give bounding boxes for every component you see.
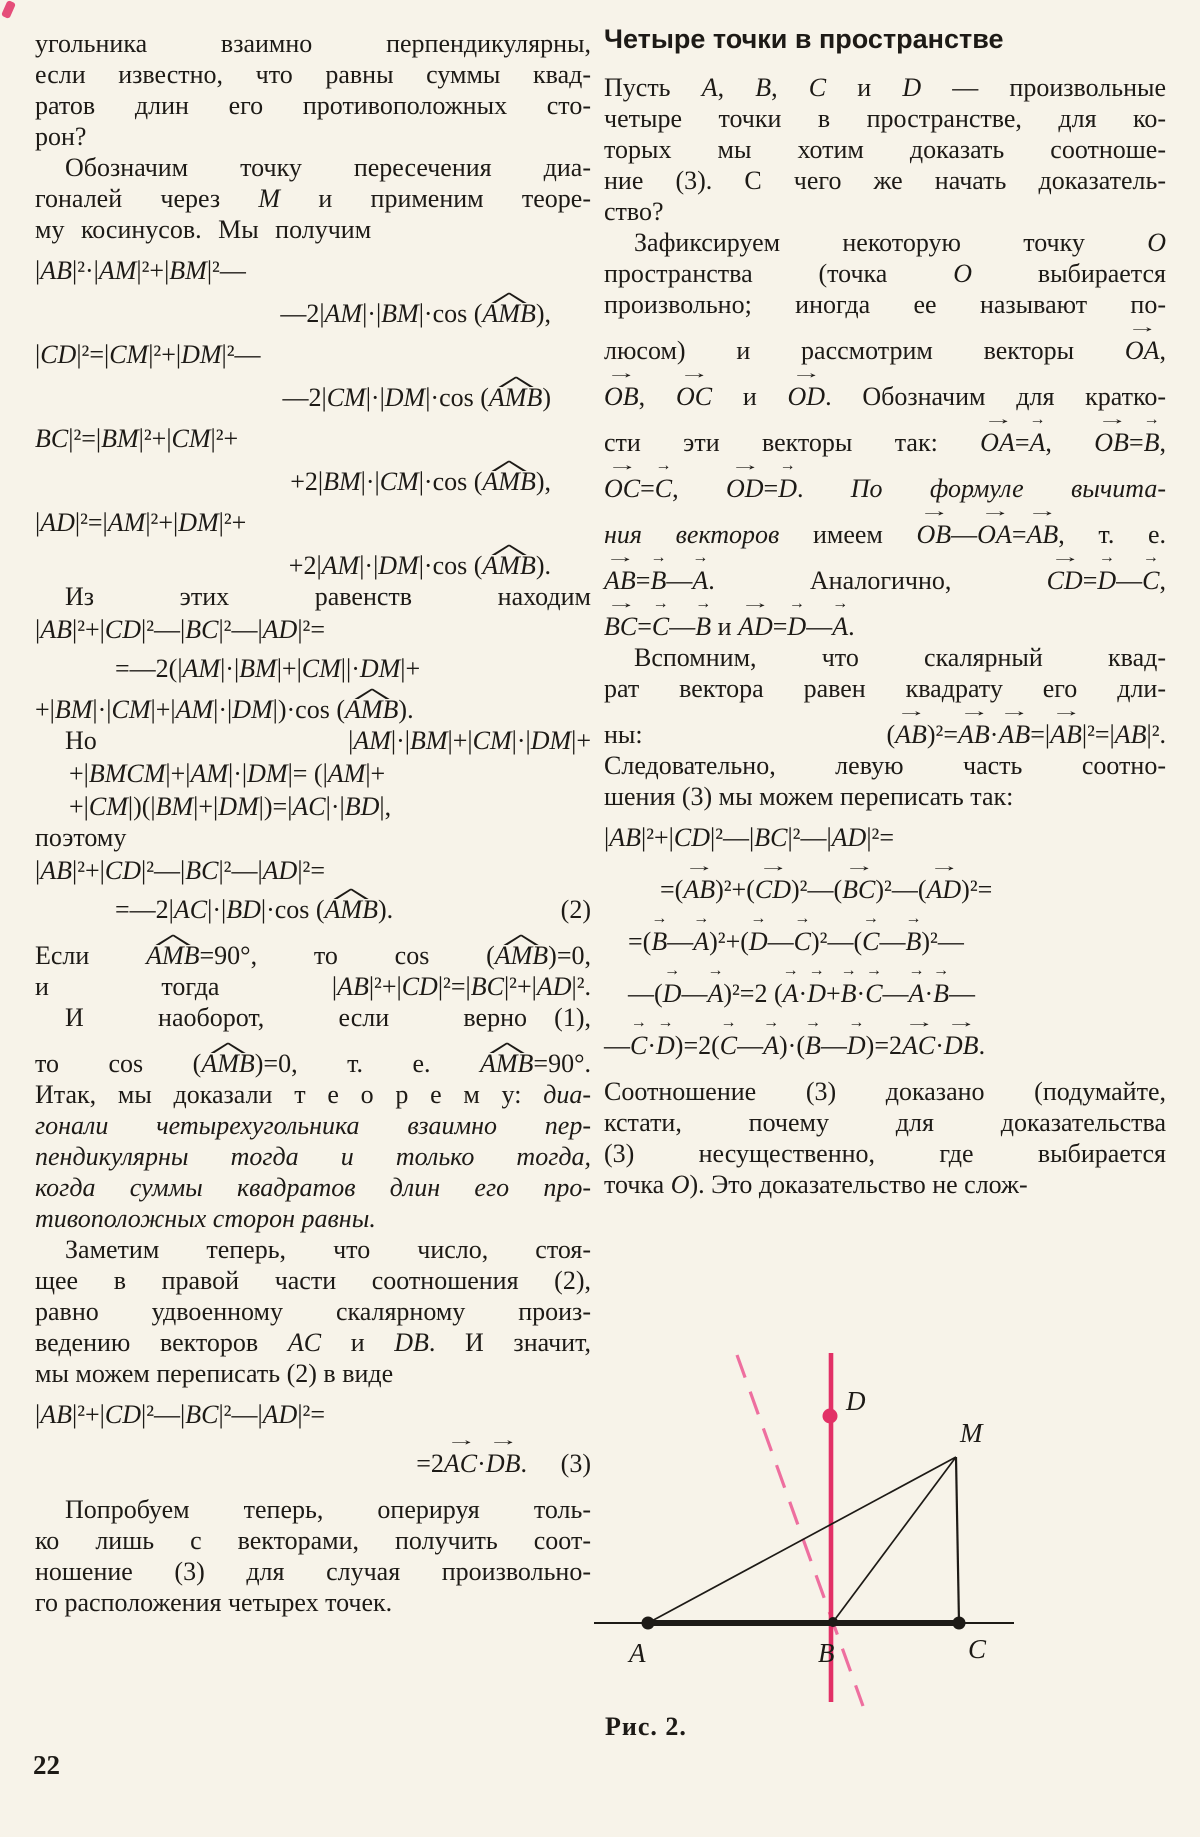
text-line: =2→ AC·→ DB. (3): [35, 1448, 591, 1479]
equation-number: (1),: [554, 1003, 591, 1032]
text-line: Попробуем теперь, оперируя толь-: [65, 1495, 591, 1524]
line-BM: [833, 1457, 956, 1622]
text-line: торых мы хотим доказать соотноше-: [604, 135, 1166, 164]
text-line: рат вектора равен квадрату его дли-: [604, 674, 1166, 703]
text-line: Заметим теперь, что число, стоя-: [65, 1235, 591, 1264]
text-line: ния векторов имеем → OB—→ OA=→ AB, т. е.: [604, 519, 1166, 550]
equation-number: (3): [560, 1449, 591, 1478]
text-line: → OB, → OC и → OD. Обозначим для кратко-: [604, 381, 1166, 412]
text-line: му косинусов. Мы получим: [35, 215, 372, 244]
text-line: поэтому: [35, 823, 127, 852]
text-line: =—2|AC|·|BD|·cos (^ AMB). (2): [35, 894, 591, 925]
text-line: |AB|²+|CD|²—|BC|²—|AD|²=: [604, 823, 894, 852]
text-line: → OC=→ C, → OD=→ D. По формуле вычита-: [604, 473, 1166, 504]
text-line: +2|AM|·|DM|·cos (^ AMB).: [35, 550, 591, 581]
text-line: Но |AM|·|BM|+|CM|·|DM|+: [65, 726, 591, 755]
text-line: —2|AM|·|BM|·cos (^ AMB),: [35, 298, 591, 329]
text-line: —2|CM|·|DM|·cos (^ AMB): [35, 382, 591, 413]
text-line: |AD|²=|AM|²+|DM|²+: [35, 508, 247, 537]
text-line: +|BMCM|+|AM|·|DM|= (|AM|+: [69, 759, 386, 788]
text-line: Следовательно, левую часть соотно-: [604, 751, 1166, 780]
point-A: [642, 1617, 655, 1630]
text-line: шения (3) мы можем переписать так:: [604, 782, 1014, 811]
text-line: если известно, что равны суммы квад-: [35, 60, 591, 89]
text-line: (3) несущественно, где выбирается: [604, 1139, 1166, 1168]
text-line: |AB|²+|CD|²—|BC|²—|AD|²=: [35, 856, 325, 885]
text-line: Итак, мы доказали т е о р е м у: диа-: [35, 1080, 591, 1109]
text-line: +|BM|·|CM|+|AM|·|DM|)·cos (^ AMB).: [35, 694, 591, 725]
page-number: 22: [33, 1750, 60, 1780]
point-D: [823, 1409, 838, 1424]
text-line: Зафиксируем некоторую точку O: [634, 228, 1166, 257]
text-line: произвольно; иногда ее называют по-: [604, 290, 1166, 319]
text-line: |AB|²·|AM|²+|BM|²—: [35, 256, 246, 285]
left-column: [35, 28, 591, 1618]
text-line: → AB=→ B—→ A. Аналогично, → CD=→ D—→ C,: [604, 565, 1166, 596]
text-line: гонали четырехугольника взаимно пер-: [35, 1111, 591, 1140]
text-line: пространства (точка O выбирается: [604, 259, 1166, 288]
text-line: пендикулярны тогда и только тогда,: [35, 1142, 591, 1171]
text-line: щее в правой части соотношения (2),: [35, 1266, 591, 1295]
line-MC: [956, 1457, 959, 1623]
label-B: B: [818, 1638, 835, 1668]
text-line: Вспомним, что скалярный квад-: [634, 643, 1166, 672]
point-C: [953, 1617, 966, 1630]
text-line: Пусть A, B, C и D — произвольные: [604, 73, 1167, 102]
figure-caption: Рис. 2.: [605, 1712, 687, 1741]
text-line: |AB|²+|CD|²—|BC|²—|AD|²=: [35, 615, 325, 644]
text-line: ние (3). С чего же начать доказатель-: [604, 166, 1166, 195]
text-line: и тогда |AB|²+|CD|²=|BC|²+|AD|².: [35, 972, 591, 1001]
right-column-text: [604, 72, 1166, 1200]
text-line: Соотношение (3) доказано (подумайте,: [604, 1077, 1166, 1106]
text-line: И наоборот, если верно (1),: [65, 1003, 591, 1032]
text-line: четыре точки в пространстве, для ко-: [604, 104, 1166, 133]
text-line: → BC=→ C—→ B и → AD=→ D—→ A.: [604, 611, 1166, 642]
text-line: +|CM|)(|BM|+|DM|)=|AC|·|BD|,: [69, 792, 392, 821]
text-line: ны: (→ AB)²=→ AB·→ AB=|→ AB|²=|AB|².: [604, 719, 1166, 750]
text-line: +2|BM|·|CM|·cos (^ AMB),: [35, 466, 591, 497]
text-line: =(→ AB)²+(→ CD)²—(→ BC)²—(→ AD)²=: [604, 874, 1166, 905]
text-line: кстати, почему для доказательства: [604, 1108, 1166, 1137]
equation-number: (2): [560, 895, 591, 924]
line-AM: [648, 1457, 956, 1623]
right-column: [604, 22, 1166, 1200]
text-line: гоналей через M и применим теоре-: [35, 184, 591, 213]
text-line: |AB|²+|CD|²—|BC|²—|AD|²=: [35, 1400, 325, 1429]
text-line: =—2(|AM|·|BM|+|CM||·DM|+: [115, 654, 421, 683]
text-line: то cos (^ AMB)=0, т. е. ^ AMB=90°.: [35, 1048, 591, 1079]
text-line: го расположения четырех точек.: [35, 1588, 393, 1617]
label-M: M: [960, 1418, 983, 1448]
text-line: ко лишь с векторами, получить соот-: [35, 1526, 591, 1555]
text-line: —(→ D—→ A)²=2 (→ A·→ D+→ B·→ C—→ A·→ B—: [604, 978, 1166, 1009]
label-D: D: [846, 1386, 866, 1416]
text-line: равно удвоенному скалярному произ-: [35, 1297, 591, 1326]
text-line: сти эти векторы так: → OA=→ A, → OB=→ B,: [604, 427, 1166, 458]
text-line: тивоположных сторон равны.: [35, 1204, 376, 1233]
text-line: Обозначим точку пересечения диа-: [65, 153, 591, 182]
text-line: BC|²=|BM|²+|CM|²+: [35, 424, 239, 453]
text-line: ство?: [604, 197, 664, 226]
text-line: ведению векторов AC и DB. И значит,: [35, 1328, 592, 1357]
label-A: A: [629, 1638, 646, 1668]
text-line: точка O). Это доказательство не слож-: [604, 1170, 1028, 1199]
point-B: [828, 1617, 838, 1627]
text-line: Если ^ AMB=90°, то cos (^ AMB)=0,: [35, 940, 591, 971]
text-line: люсом) и рассмотрим векторы → OA,: [604, 335, 1166, 366]
text-line: угольника взаимно перпендикулярны,: [35, 29, 591, 58]
text-line: рон?: [35, 122, 87, 151]
text-line: ношение (3) для случая произвольно-: [35, 1557, 591, 1586]
pink-dashed-line: [737, 1355, 863, 1706]
text-line: мы можем переписать (2) в виде: [35, 1359, 394, 1388]
text-line: —→ C·→ D)=2(→ C—→ A)·(→ B—→ D)=2→ AC·→ DB.: [604, 1030, 1166, 1061]
text-line: Из этих равенств находим: [65, 582, 591, 611]
scan-ink-mark: [1, 0, 16, 19]
section-heading: Четыре точки в пространстве: [604, 24, 1004, 54]
text-line: =(→ B—→ A)²+(→ D—→ C)²—(→ C—→ B)²—: [604, 926, 1166, 957]
figure-canvas: [556, 1340, 1200, 1730]
text-line: ратов длин его противоположных сто-: [35, 91, 591, 120]
text-line: когда суммы квадратов длин его про-: [35, 1173, 591, 1202]
label-C: C: [968, 1634, 987, 1664]
figure: [556, 1340, 1200, 1730]
text-line: |CD|²=|CM|²+|DM|²—: [35, 340, 261, 369]
